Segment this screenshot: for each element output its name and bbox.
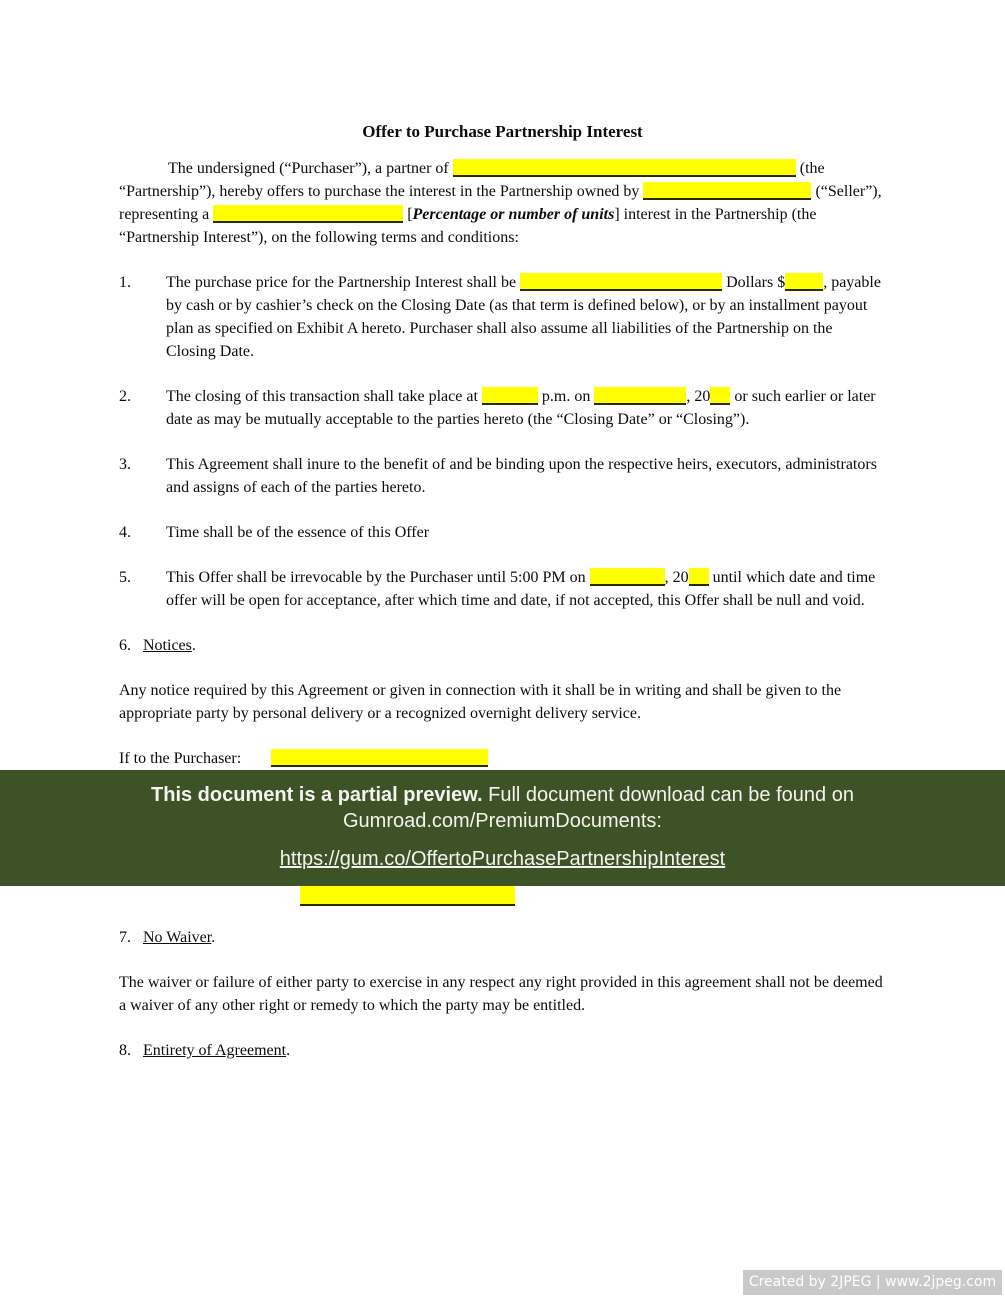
clause-5 — [119, 566, 886, 612]
closing-date-blank[interactable] — [594, 387, 686, 405]
section-no-waiver-period: . — [211, 929, 216, 946]
clause-1-body — [166, 271, 886, 363]
purchase-price-words-blank[interactable] — [520, 273, 722, 291]
clause-3-text: This Agreement shall inure to the benefit of and be binding upon the respective heirs, executors, administrators and assigns of each of the parties hereto. — [166, 456, 877, 496]
intro-bracket-note: Percentage or number of units — [412, 206, 615, 223]
section-notices-title — [143, 634, 196, 657]
preview-banner — [0, 770, 1005, 886]
gumroad-link[interactable]: https://gum.co/OffertoPurchasePartnershipInterest — [279, 848, 726, 870]
section-entirety-label: Entirety of Agreement — [143, 1042, 287, 1059]
purchaser-name-blank[interactable] — [271, 749, 488, 767]
section-entirety-number: 8. — [119, 1042, 131, 1059]
offer-expiry-year-blank[interactable] — [689, 568, 709, 586]
clause-4-text: Time shall be of the essence of this Offer — [166, 524, 430, 541]
clause-5-text-3: until which date and time offer will be open for acceptance, after which time and date, if not accepted, this Offer shall be null and void. — [166, 569, 876, 609]
section-notices-number: 6. — [119, 637, 131, 654]
closing-year-blank[interactable] — [710, 387, 730, 405]
clause-1 — [119, 271, 886, 363]
section-no-waiver-label: No Waiver — [143, 929, 212, 946]
clause-2-body — [166, 385, 886, 431]
clause-1-text-3: , payable by cash or by cashier’s check on the Closing Date (as that term is defined below), or by an installment payout plan as specified on Exhibit A hereto. Purchaser shall also assume all liabilities of the Partnership on the Closing Date. — [166, 274, 881, 360]
intro-text-5: ] interest in the Partnership (the “Partnership Interest”), on the following terms and conditions: — [119, 206, 817, 246]
preview-banner-rest: Full document download can be found on Gumroad.com/PremiumDocuments: — [343, 784, 854, 832]
clause-3-number: 3. — [119, 456, 131, 473]
intro-text-1: The undersigned (“Purchaser”), a partner of — [168, 160, 453, 177]
intro-text-3: (“Seller”), representing a — [119, 183, 882, 223]
clause-4-number: 4. — [119, 524, 131, 541]
section-no-waiver-number: 7. — [119, 929, 131, 946]
section-entirety-period: . — [286, 1042, 291, 1059]
clause-5-text-1: This Offer shall be irrevocable by the Purchaser until 5:00 PM on — [166, 569, 590, 586]
clause-5-number: 5. — [119, 569, 131, 586]
clause-2-text-2: p.m. on — [537, 388, 595, 405]
purchase-price-amount-blank[interactable] — [785, 273, 823, 291]
intro-paragraph — [119, 157, 886, 249]
purchaser-address-line — [119, 747, 886, 770]
clause-2-text-3: , 20 — [686, 388, 711, 405]
clause-3-body — [166, 453, 886, 499]
clause-5-body — [166, 566, 886, 612]
preview-banner-link-line — [0, 846, 1005, 872]
clause-4 — [119, 521, 886, 544]
clause-2-number: 2. — [119, 388, 131, 405]
interest-amount-blank[interactable] — [213, 205, 403, 223]
clause-2-text-1: The closing of this transaction shall take place at — [166, 388, 482, 405]
clause-5-text-2: , 20 — [664, 569, 689, 586]
offer-expiry-date-blank[interactable] — [590, 568, 665, 586]
section-entirety-title — [143, 1039, 290, 1062]
section-no-waiver — [119, 926, 886, 949]
clause-1-text-1: The purchase price for the Partnership Interest shall be — [166, 274, 521, 291]
preview-banner-text — [78, 782, 928, 834]
section-entirety — [119, 1039, 886, 1062]
purchaser-label: If to the Purchaser: — [119, 750, 242, 767]
section-notices — [119, 634, 886, 657]
clause-4-body — [166, 521, 886, 544]
intro-text-2: (the “Partnership”), hereby offers to purchase the interest in the Partnership owned by — [119, 160, 825, 200]
closing-time-blank[interactable] — [482, 387, 538, 405]
intro-text-4: [ — [403, 206, 413, 223]
clause-1-number: 1. — [119, 274, 131, 291]
section-no-waiver-title — [143, 926, 215, 949]
clause-2-text-4: or such earlier or later date as may be mutually acceptable to the parties hereto (the “Closing Date” or “Closing”). — [166, 388, 876, 428]
clause-3 — [119, 453, 886, 499]
seller-name-blank[interactable] — [643, 182, 811, 200]
waiver-paragraph: The waiver or failure of either party to exercise in any respect any right provided in this agreement shall not be deemed a waiver of any other right or remedy to which the party may be entitled. — [119, 974, 883, 1014]
document-title: Offer to Purchase Partnership Interest — [362, 122, 643, 141]
section-notices-label: Notices — [143, 637, 192, 654]
notices-paragraph: Any notice required by this Agreement or given in connection with it shall be in writing and shall be given to the appropriate party by personal delivery or a recognized overnight delivery service. — [119, 682, 842, 722]
clause-2 — [119, 385, 886, 431]
clause-1-text-2: Dollars $ — [722, 274, 786, 291]
partnership-name-blank[interactable] — [453, 159, 796, 177]
purchaser-address-blank[interactable] — [300, 886, 515, 906]
watermark-badge: Created by 2JPEG | www.2jpeg.com — [743, 1270, 1002, 1295]
section-notices-period: . — [191, 637, 196, 654]
preview-banner-bold: This document is a partial preview. — [151, 784, 483, 806]
